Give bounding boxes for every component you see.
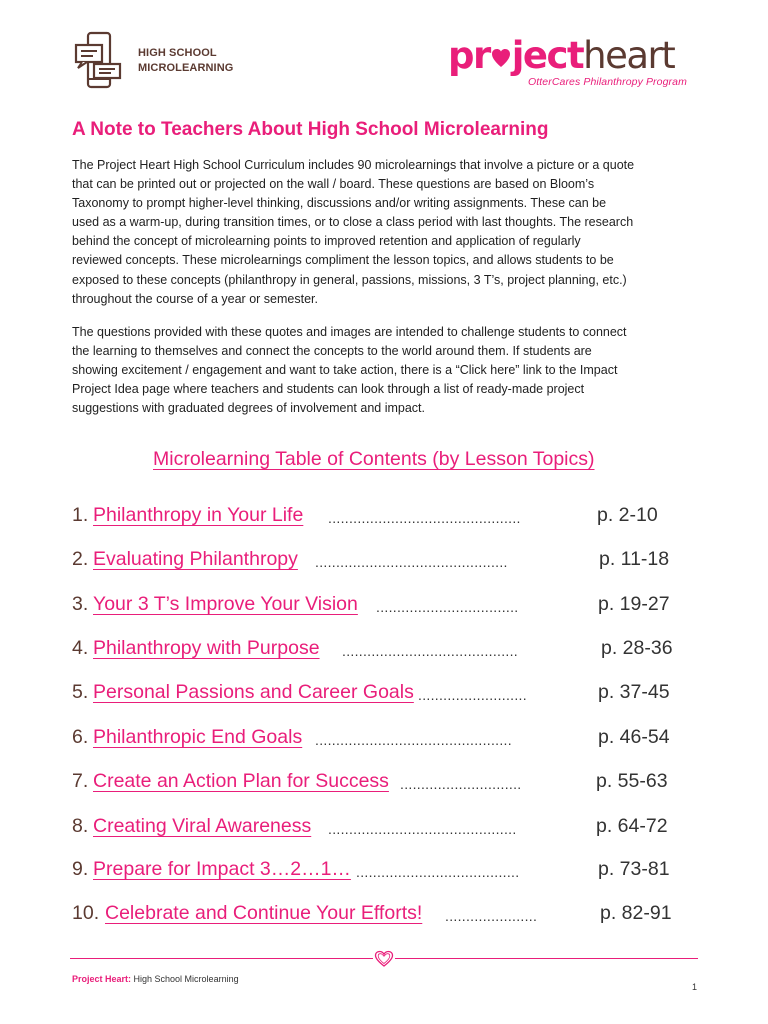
footer-subtitle: High School Microlearning [131, 974, 239, 984]
toc-item [72, 681, 712, 711]
toc-item-number: 6. [72, 726, 89, 748]
footer-text [72, 974, 239, 984]
toc-item-link[interactable]: Personal Passions and Career Goals [93, 681, 414, 703]
toc-item [72, 548, 712, 578]
toc-item-number: 9. [72, 858, 89, 880]
toc-item-link[interactable]: Philanthropy in Your Life [93, 504, 304, 526]
paragraph-line: the learning to themselves and connect the concepts to the world around them. If students are [72, 344, 592, 359]
paragraph-line: Taxonomy to prompt higher-level thinking, discussions and/or writing assignments. These can be [72, 196, 607, 211]
toc-item-pages: p. 2-10 [597, 504, 658, 526]
toc-item-pages: p. 11-18 [599, 548, 670, 570]
toc-heading[interactable]: Microlearning Table of Contents (by Lesson Topics) [153, 448, 595, 470]
logo-heart-word: heart [583, 34, 675, 77]
logo-heart-icon [490, 36, 512, 76]
toc-item-pages: p. 46-54 [598, 726, 670, 748]
paragraph-line: exposed to these concepts (philanthropy in general, passions, missions, 3 T’s, project planning, etc.) [72, 272, 627, 287]
toc-item-link[interactable]: Prepare for Impact 3…2…1… [93, 858, 351, 880]
toc-item-leader: ....................................... [356, 864, 520, 880]
logo-project-post: ject [511, 34, 584, 77]
toc-item [72, 593, 712, 623]
toc-item-link[interactable]: Evaluating Philanthropy [93, 548, 298, 570]
toc-item-link[interactable]: Create an Action Plan for Success [93, 770, 389, 792]
toc-item [72, 770, 712, 800]
toc-item-leader: .......................................... [342, 643, 518, 659]
paragraph-line: behind the concept of microlearning points to improved retention and application of regularly [72, 234, 581, 249]
toc-item [72, 504, 712, 534]
toc-item-leader: ...................... [445, 908, 538, 924]
paragraph-line: showing excitement / engagement and want to take action, there is a “Click here” link to the Impact [72, 363, 618, 378]
toc-item-link[interactable]: Your 3 T’s Improve Your Vision [93, 593, 358, 615]
paragraph-line: throughout the course of a year or semester. [72, 291, 318, 306]
toc-item [72, 637, 712, 667]
paragraph-line: that can be printed out or projected on the wall / board. These questions are based on Bloom’s [72, 177, 595, 192]
toc-item-number: 5. [72, 681, 89, 703]
paragraph-line: Project Idea page where teachers and students can look through a list of ready-made project [72, 382, 585, 397]
toc-item-pages: p. 73-81 [598, 858, 670, 880]
toc-item-leader: .................................. [376, 599, 519, 615]
paragraph-line: used as a warm-up, during transition times, or to close a class period with last thoughts. The research [72, 215, 634, 230]
toc-item-number: 1. [72, 504, 89, 526]
page-title: A Note to Teachers About High School Microlearning [72, 119, 549, 140]
toc-item-link[interactable]: Philanthropy with Purpose [93, 637, 320, 659]
toc-item-pages: p. 82-91 [600, 902, 672, 924]
microlearning-logo-text [138, 46, 233, 76]
toc-item-number: 8. [72, 815, 89, 837]
project-heart-logo [448, 36, 698, 96]
toc-item-leader: ............................................. [328, 821, 517, 837]
toc-item-pages: p. 55-63 [596, 770, 668, 792]
toc-item-number: 7. [72, 770, 89, 792]
toc-item [72, 858, 712, 888]
toc-item-number: 4. [72, 637, 89, 659]
paragraph-line: The questions provided with these quotes and images are intended to challenge students to connect [72, 325, 627, 339]
toc-item-pages: p. 64-72 [596, 815, 668, 837]
microlearning-logo-line1: HIGH SCHOOL [138, 47, 217, 59]
toc-item-link[interactable]: Celebrate and Continue Your Efforts! [105, 902, 423, 924]
toc-item-leader: ............................................... [315, 732, 512, 748]
toc-item-number: 10. [72, 902, 100, 924]
intro-paragraph [72, 156, 712, 309]
project-heart-wordmark [448, 36, 698, 76]
page-number: 1 [692, 982, 698, 992]
paragraph-line: The Project Heart High School Curriculum includes 90 microlearnings that involve a picture or a quote [72, 158, 635, 172]
toc-item-pages: p. 19-27 [598, 593, 670, 615]
logo-project-pre: pr [448, 34, 490, 77]
toc-item-leader: .............................................. [315, 554, 508, 570]
toc-item-link[interactable]: Philanthropic End Goals [93, 726, 303, 748]
questions-paragraph [72, 323, 712, 418]
toc-item-leader: .............................................. [328, 510, 521, 526]
microlearning-phone-icon [74, 31, 122, 91]
toc-item-pages: p. 37-45 [598, 681, 670, 703]
toc-item-link[interactable]: Creating Viral Awareness [93, 815, 312, 837]
footer-heart-icon [373, 949, 395, 969]
toc-item-pages: p. 28-36 [601, 637, 673, 659]
paragraph-line: reviewed concepts. These microlearnings compliment the lesson topics, and allows students to be [72, 253, 614, 268]
logo-subtitle: OtterCares Philanthropy Program [528, 76, 687, 88]
toc-item [72, 902, 712, 932]
paragraph-line: suggestions with graduated degrees of involvement and impact. [72, 401, 425, 416]
toc-item [72, 726, 712, 756]
toc-item-leader: .......................... [418, 687, 527, 703]
footer-brand: Project Heart: [72, 974, 132, 984]
toc-item-leader: ............................. [400, 776, 522, 792]
toc-item [72, 815, 712, 845]
toc-item-number: 2. [72, 548, 89, 570]
microlearning-logo-line2: MICROLEARNING [138, 62, 234, 74]
toc-item-number: 3. [72, 593, 89, 615]
